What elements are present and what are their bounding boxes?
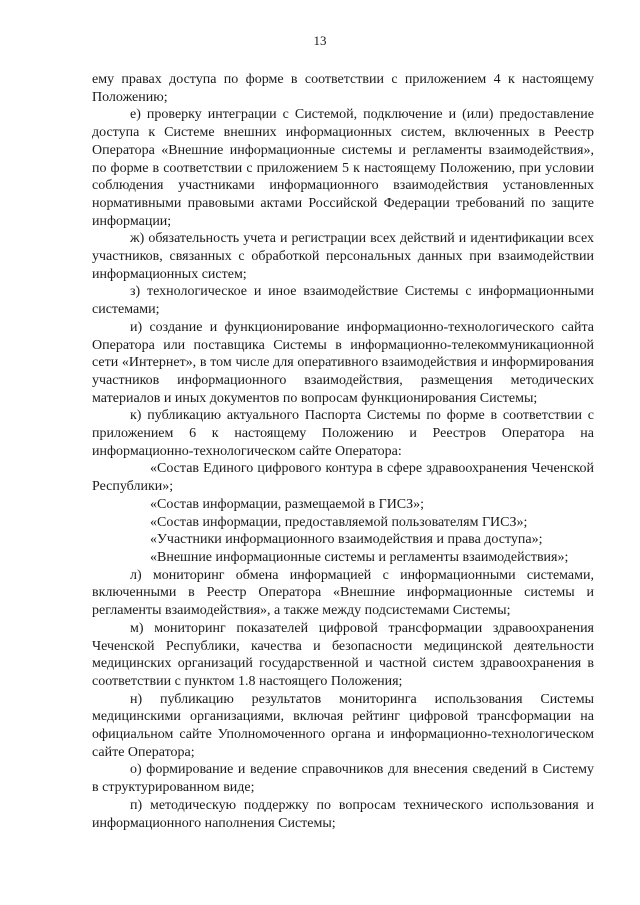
paragraph-l: л) мониторинг обмена информацией с информационными системами, включенными в Реестр Оператора «Внешние информационные системы и регламенты взаимодействия», а также между подсистемами Системы; bbox=[92, 567, 594, 619]
paragraph-o: о) формирование и ведение справочников для внесения сведений в Систему в структурированном виде; bbox=[92, 762, 594, 796]
registry-item: «Участники информационного взаимодействия и права доступа»; bbox=[150, 532, 543, 548]
paragraph-zh: ж) обязательность учета и регистрации всех действий и идентификации всех участников, связанных с обработкой персональных данных при взаимодействии информационных систем; bbox=[92, 231, 594, 282]
registry-item: «Состав Единого цифрового контура в сфере здравоохранения Чеченской Республики»; bbox=[92, 461, 594, 495]
registry-item: «Внешние информационные системы и регламенты взаимодействия»; bbox=[150, 549, 569, 565]
paragraph-n: н) публикацию результатов мониторинга использования Системы медицинскими организациями, включая рейтинг цифровой трансформации на официальном сайте Уполномоченного органа и информационно-технологическом сайте Оператора; bbox=[92, 691, 594, 760]
paragraph-e: е) проверку интеграции с Системой, подключение и (или) предоставление доступа к Системе внешних информационных систем, включенных в Реестр Оператора «Внешние информационные системы и регламенты взаимодействия», по форме в соответствии с приложением 5 к настоящему Положению, при условии соблюдения участниками информационного взаимодействия установленных нормативными правовыми актами Российской Федерации требований по защите информации; bbox=[92, 107, 594, 229]
paragraph-k: к) публикацию актуального Паспорта Системы по форме в соответствии с приложением 6 к настоящему Положению и Реестров Оператора на информационно-технологическом сайте Оператора: bbox=[92, 408, 594, 459]
registry-item: «Состав информации, предоставляемой пользователям ГИСЗ»; bbox=[150, 514, 528, 530]
paragraph-z: з) технологическое и иное взаимодействие Системы с информационными системами; bbox=[92, 284, 594, 318]
document-body bbox=[92, 71, 594, 832]
registry-item: «Состав информации, размещаемой в ГИСЗ»; bbox=[150, 496, 425, 512]
page-number: 13 bbox=[313, 33, 327, 48]
paragraph-p: п) методическую поддержку по вопросам технического использования и информационного наполнения Системы; bbox=[92, 797, 594, 831]
paragraph-m: м) мониторинг показателей цифровой трансформации здравоохранения Чеченской Республики, качества и безопасности медицинской деятельности медицинских организаций государственной и частной систем здравоохранения в соответствии с пунктом 1.8 настоящего Положения; bbox=[92, 620, 594, 689]
paragraph-continuation: ему правах доступа по форме в соответствии с приложением 4 к настоящему Положению; bbox=[92, 72, 594, 105]
paragraph-i: и) создание и функционирование информационно-технологического сайта Оператора или поставщика Системы в информационно-телекоммуникационной сети «Интернет», в том числе для оперативного взаимодействия и информирования участников информационного взаимодействия, размещения методических материалов и иных документов по вопросам функционирования Системы; bbox=[92, 319, 594, 406]
